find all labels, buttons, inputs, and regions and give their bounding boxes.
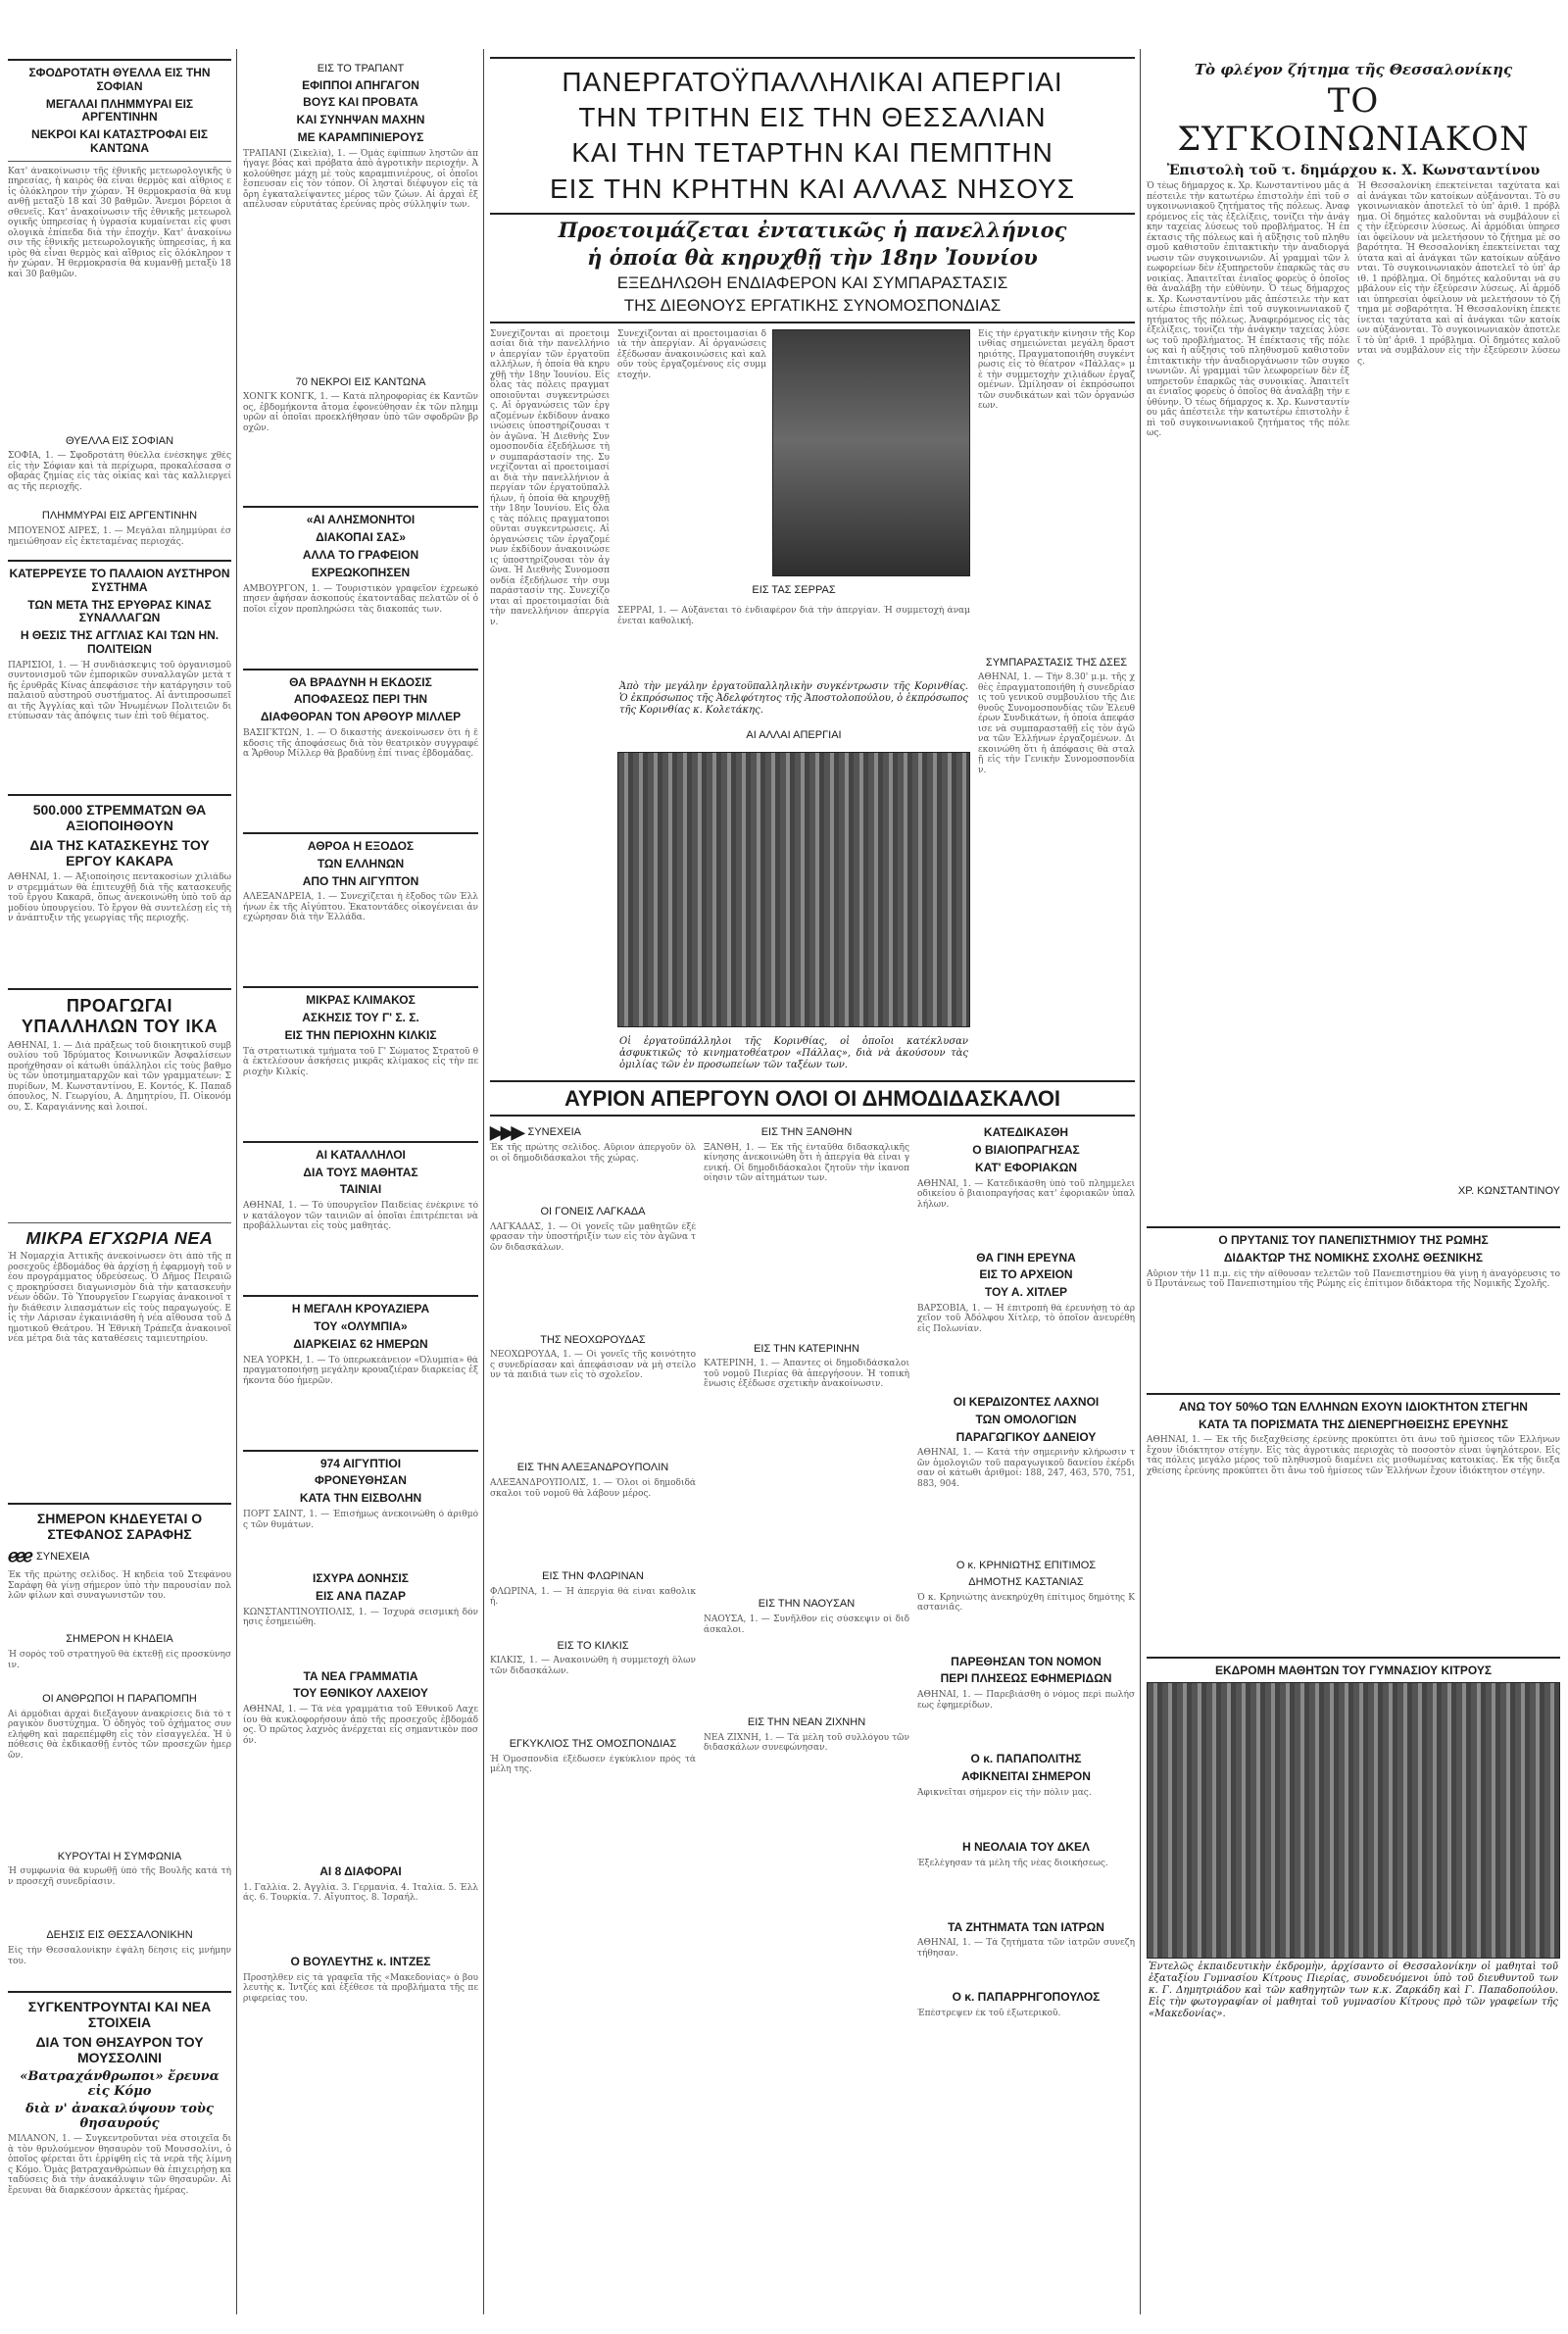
headline-lottery-bonds-3: ΠΑΡΑΓΩΓΙΚΟΥ ΔΑΝΕΙΟΥ: [956, 1429, 1097, 1444]
subhead-argentina: ΠΛΗΜΜΥΡΑΙ ΕΙΣ ΑΡΓΕΝΤΙΝΗΝ: [41, 510, 198, 522]
subhead-serres: ΕΙΣ ΤΑΣ ΣΕΡΡΑΣ: [752, 583, 836, 596]
article-body: Τὰ στρατιωτικὰ τμήματα τοῦ Γ' Σώματος Στρατοῦ θὰ ἐκτελέσουν ἀσκήσεις μικρᾶς κλίμακος εἰς τὴν περιοχὴν Κιλκίς.: [243, 1046, 478, 1077]
headline-doctors: ΤΑ ΖΗΤΗΜΑΤΑ ΤΩΝ ΙΑΤΡΩΝ: [948, 1919, 1104, 1934]
divider: [243, 1295, 478, 1297]
headline-egypt-exodus-2: ΤΩΝ ΕΛΛΗΝΩΝ: [317, 856, 405, 870]
article-body: ΑΘΗΝΑΙ, 1. — Τὰ ζητήματα τῶν ἰατρῶν συνεζητήθησαν.: [917, 1938, 1135, 1959]
headline-egyptians: 974 ΑΙΓΥΠΤΙΟΙ: [319, 1456, 402, 1470]
headline-ika: ΠΡΟΑΓΩΓΑΙ ΥΠΑΛΛΗΛΩΝ ΤΟΥ ΙΚΑ: [21, 996, 219, 1036]
lead-headline-2: ΤΗΝ ΤΡΙΤΗΝ ΕΙΣ ΤΗΝ ΘΕΣΣΑΛΙΑΝ: [578, 102, 1047, 133]
article-body: 1. Γαλλία. 2. Ἀγγλία. 3. Γερμανία. 4. Ἰταλία. 5. Ἑλλάς. 6. Τουρκία. 7. Αἴγυπτος. 8. Ἰσραήλ.: [243, 1882, 478, 1904]
headline-sarafis: ΣΗΜΕΡΟΝ ΚΗΔΕΥΕΤΑΙ Ο ΣΤΕΦΑΝΟΣ ΣΑΡΑΦΗΣ: [36, 1511, 203, 1543]
headline-hitler-2: ΕΙΣ ΤΟ ΑΡΧΕΙΟΝ: [979, 1267, 1073, 1282]
headline-china-trade-3: Η ΘΕΣΙΣ ΤΗΣ ΑΓΓΛΙΑΣ ΚΑΙ ΤΩΝ ΗΝ. ΠΟΛΙΤΕΙΩΝ: [20, 628, 220, 657]
divider: [243, 832, 478, 834]
divider: [1147, 1226, 1560, 1228]
article-body: Εἰς τὴν Θεσσαλονίκην ἐψάλη δέησις εἰς μνήμην του.: [8, 1946, 231, 1966]
subhead-kifisia: ΣΗΜΕΡΟΝ Η ΚΗΔΕΙΑ: [66, 1633, 173, 1646]
strike-sub-katerini: ΕΙΣ ΤΗΝ ΚΑΤΕΡΙΝΗΝ: [754, 1342, 859, 1355]
article-body: ΝΕΑ ΥΟΡΚΗ, 1. — Τὸ ὑπερωκεάνειον «Ὀλυμπία» θὰ πραγματοποιήσῃ μεγάλην κρουαζιέραν διαρκείας ἑξήκοντα δύο ἡμερῶν.: [243, 1355, 478, 1386]
headline-hitler: ΘΑ ΓΙΝΗ ΕΡΕΥΝΑ: [976, 1250, 1076, 1265]
headline-films-2: ΔΙΑ ΤΟΥΣ ΜΑΘΗΤΑΣ: [303, 1165, 418, 1179]
headline-china-trade: ΚΑΤΕΡΡΕΥΣΕ ΤΟ ΠΑΛΑΙΟΝ ΑΥΣΤΗΡΟΝ ΣΥΣΤΗΜΑ: [9, 567, 230, 594]
headline-press-law-2: ΠΕΡΙ ΠΛΗΣΕΩΣ ΕΦΗΜΕΡΙΔΩΝ: [940, 1671, 1112, 1686]
article-body: Κατ' ἀνακοίνωσιν τῆς ἐθνικῆς μετεωρολογικῆς ὑπηρεσίας, ἡ καιρὸς θὰ εἶναι θερμὸς καὶ αἴθριος εἰς ὁλόκληρον τὴν χώραν. Ἡ θερμοκρασία θὰ κυμανθῇ μεταξὺ 18 καὶ 30 βαθμῶν. Ἄνεμοι βόρειοι ἀσθενεῖς. Κατ' ἀνακοίνωσιν τῆς ἐθνικῆς μετεωρολογικῆς ὑπηρεσίας ἡ ὑγρασία κυμαίνεται εἰς φυσιολογικὰ ἐπίπεδα διὰ τὴν ἐποχήν. Κατ' ἀνακοίνωσιν τῆς ἐθνικῆς μετεωρολογικῆς ὑπηρεσίας, ἡ καιρὸς θὰ εἶναι θερμὸς καὶ αἴθριος εἰς ὁλόκληρον τὴν χώραν. Ἡ θερμοκρασία θὰ κυμανθῇ μεταξὺ 18 καὶ 30 βαθμῶν.: [8, 166, 231, 279]
headline-olympia: Η ΜΕΓΑΛΗ ΚΡΟΥΑΖΙΕΡΑ: [291, 1302, 430, 1316]
divider: [8, 161, 231, 162]
article-body: ΠΟΡΤ ΣΑΪΝΤ, 1. — Ἐπισήμως ἀνεκοινώθη ὁ ἀριθμὸς τῶν θυμάτων.: [243, 1510, 478, 1530]
headline-kriniotis-2: ΔΗΜΟΤΗΣ ΚΑΣΤΑΝΙΑΣ: [968, 1575, 1084, 1588]
headline-sofia: ΣΦΟΔΡΟΤΑΤΗ ΘΥΕΛΛΑ ΕΙΣ ΤΗΝ ΣΟΦΙΑΝ: [28, 66, 211, 93]
divider: [243, 669, 478, 670]
article-body: Ἐκ τῆς πρώτης σελίδος. Ἡ κηδεία τοῦ Στεφάνου Σαράφη θὰ γίνῃ σήμερον ὑπὸ τὴν παρουσίαν πολλῶν φίλων καὶ συναγωνιστῶν του.: [8, 1570, 231, 1602]
divider: [8, 560, 231, 562]
headline-housing: ΑΝΩ ΤΟΥ 50%Ο ΤΩΝ ΕΛΛΗΝΩΝ ΕΧΟΥΝ ΙΔΙΟΚΤΗΤΟΝ ΣΤΕΓΗΝ: [1179, 1399, 1528, 1414]
strike-continuation: ΣΥΝΕΧΕΙΑ: [527, 1126, 582, 1139]
strike-sub-lagkadas: ΟΙ ΓΟΝΕΙΣ ΛΑΓΚΑΔΑ: [540, 1206, 646, 1218]
article-body: Ἡ σορὸς τοῦ στρατηγοῦ θὰ ἐκτεθῇ εἰς προσκύνησιν.: [8, 1650, 231, 1670]
article-body: Ἡ Ὁμοσπονδία ἐξέδωσεν ἐγκύκλιον πρὸς τὰ μέλη της.: [490, 1754, 696, 1775]
article-body: Ἡ συμφωνία θὰ κυρωθῇ ὑπὸ τῆς Βουλῆς κατὰ τὴν προσεχῆ συνεδρίασιν.: [8, 1866, 231, 1887]
headline-papapolitis: Ο κ. ΠΑΠΑΠΟΛΙΤΗΣ: [970, 1752, 1082, 1766]
headline-trapani-3: ΚΑΙ ΣΥΝΗΨΑΝ ΜΑΧΗΝ: [296, 113, 425, 127]
continuation-label: ΣΥΝΕΧΕΙΑ: [35, 1550, 90, 1563]
headline-kriniotis: Ο κ. ΚΡΗΝΙΩΤΗΣ ΕΠΙΤΙΜΟΣ: [956, 1560, 1097, 1572]
lead-media: [617, 329, 970, 1074]
headline-lottery-2: ΤΟΥ ΕΘΝΙΚΟΥ ΛΑΧΕΙΟΥ: [293, 1686, 428, 1701]
article-body: ΛΑΓΚΑΔΑΣ, 1. — Οἱ γονεῖς τῶν μαθητῶν ἐξέφρασαν τὴν ὑποστήριξίν των εἰς τὸν ἀγῶνα τῶν διδασκάλων.: [490, 1221, 696, 1253]
photo-crowd-caption: Οἱ ἐργατοϋπάλληλοι τῆς Κορινθίας, οἱ ὁποῖοι κατέκλυσαν ἀσφυκτικῶς τὸ κινηματοθέατρον «Πάλλας», διὰ νὰ ἀκούσουν τὰς ὁμιλίας τῶν ἐν προσωπείων τῶν ταξέων των.: [619, 1035, 968, 1070]
signature: ΧΡ. ΚΩΝΣΤΑΝΤΙΝΟΥ: [1457, 1185, 1560, 1198]
headline-earthquake: ΙΣΧΥΡΑ ΔΟΝΗΣΙΣ: [313, 1571, 409, 1585]
headline-trapani-2: ΒΟΥΣ ΚΑΙ ΠΡΟΒΑΤΑ: [303, 95, 418, 110]
headline-miller-3: ΔΙΑΦΘΟΡΑΝ ΤΟΝ ΑΡΘΟΥΡ ΜΙΛΛΕΡ: [260, 710, 462, 724]
article-body: ΝΕΑ ΖΙΧΝΗ, 1. — Τὰ μέλη τοῦ συλλόγου τῶν διδασκάλων συνεφώνησαν.: [704, 1732, 909, 1754]
column-rule: [483, 49, 484, 2314]
headline-egyptians-2: ΦΡΟΝΕΥΘΗΣΑΝ: [315, 1473, 407, 1488]
right-subline: Ἐπιστολὴ τοῦ τ. δημάρχου κ. Χ. Κωνσταντίνου: [1166, 163, 1541, 179]
headline-china-trade-2: ΤΩΝ ΜΕΤΑ ΤΗΣ ΕΡΥΘΡΑΣ ΚΙΝΑΣ ΣΥΝΑΛΛΑΓΩΝ: [27, 597, 212, 625]
headline-convicted-2: Ο ΒΙΑΙΟΠΡΑΓΗΣΑΣ: [972, 1142, 1080, 1157]
strike-col-3: [917, 1122, 1135, 2038]
article-body: ΧΟΝΓΚ ΚΟΝΓΚ, 1. — Κατὰ πληροφορίας ἐκ Καντῶνος, ἑβδομήκοντα ἄτομα ἐφονεύθησαν ἐκ τῶν πλημμυρῶν αἱ ὁποῖαι προεκλήθησαν ὑπὸ τῶν σφοδρῶν βροχῶν.: [243, 392, 478, 433]
divider: [490, 322, 1135, 323]
headline-rector: Ο ΠΡΥΤΑΝΙΣ ΤΟΥ ΠΑΝΕΠΙΣΤΗΜΙΟΥ ΤΗΣ ΡΩΜΗΣ: [1218, 1233, 1489, 1248]
article-body: Συνεχίζονται αἱ προετοιμασίαι διὰ τὴν ἀπεργίαν. Αἱ ὀργανώσεις ἐξέδωσαν ἀνακοινώσεις καὶ καλοῦν τοὺς ἐργαζομένους εἰς συμμετοχήν.: [617, 328, 766, 380]
headline-holidays: «ΑΙ ΑΛΗΣΜΟΝΗΤΟΙ: [306, 513, 416, 527]
headline-holidays-4: ΕΧΡΕΩΚΟΠΗΣΕΝ: [311, 565, 411, 579]
strike-sub-federation: ΕΓΚΥΚΛΙΟΣ ΤΗΣ ΟΜΟΣΠΟΝΔΙΑΣ: [509, 1738, 677, 1751]
subhead-kanton: 70 ΝΕΚΡΟΙ ΕΙΣ ΚΑΝΤΩΝΑ: [295, 375, 426, 388]
article-body: ΣΟΦΙΑ, 1. — Σφοδροτάτη θύελλα ἐνέσκηψε χθὲς εἰς τὴν Σόφιαν καὶ τὰ περίχωρα, προκαλέσασα σοβαρὰς ζημίας εἰς τὰς οἰκίας καὶ τὰς καλλιεργείας τῆς περιοχῆς.: [8, 451, 231, 492]
article-body: ΑΘΗΝΑΙ, 1. — Παρεβιάσθη ὁ νόμος περὶ πωλήσεως ἐφημερίδων.: [917, 1690, 1135, 1711]
headline-excursion: ΕΚΔΡΟΜΗ ΜΑΘΗΤΩΝ ΤΟΥ ΓΥΜΝΑΣΙΟΥ ΚΙΤΡΟΥΣ: [1214, 1664, 1493, 1678]
strike-sub-kilkis: ΕΙΣ ΤΟ ΚΙΛΚΙΣ: [557, 1639, 629, 1652]
divider: [8, 988, 231, 990]
lead-deck: ΕΞΕΔΗΛΩΘΗ ΕΝΔΙΑΦΕΡΟΝ ΚΑΙ ΣΥΜΠΑΡΑΣΤΑΣΙΣ: [616, 273, 1008, 292]
subline-mussolini-2: διὰ ν' ἀνακαλύψουν τοὺς θησαυρούς: [25, 2102, 214, 2132]
headline-local-news: ΜΙΚΡΑ ΕΓΧΩΡΙΑ ΝΕΑ: [25, 1227, 214, 1248]
article-body: ΒΑΡΣΟΒΙΑ, 1. — Ἡ ἐπιτροπὴ θὰ ἐρευνήσῃ τὸ ἀρχεῖον τοῦ Ἀδόλφου Χίτλερ, τὸ ὁποῖον ἀνευρέθη εἰς Πολωνίαν.: [917, 1303, 1135, 1334]
subline-mussolini: «Βατραχάνθρωποι» ἔρευνα εἰς Κόμο: [20, 2069, 220, 2100]
headline-exercise-2: ΑΣΚΗΣΙΣ ΤΟΥ Γ' Σ. Σ.: [302, 1011, 419, 1025]
column-second: [243, 0, 478, 2334]
headline-intzes: Ο ΒΟΥΛΕΥΤΗΣ κ. ΙΝΤΖΕΣ: [290, 1954, 431, 1968]
article-body: Ἐπέστρεψεν ἐκ τοῦ ἐξωτερικοῦ.: [917, 2009, 1061, 2019]
headline-lottery-bonds: ΟΙ ΚΕΡΔΙΖΟΝΤΕΣ ΛΑΧΝΟΙ: [953, 1394, 1100, 1409]
headline-kanton: ΝΕΚΡΟΙ ΚΑΙ ΚΑΤΑΣΤΡΟΦΑΙ ΕΙΣ ΚΑΝΤΩΝΑ: [30, 127, 209, 155]
column-center: [490, 0, 1135, 2334]
strike-area: [490, 1122, 1135, 2038]
headline-lottery-bonds-2: ΤΩΝ ΟΜΟΛΟΓΙΩΝ: [975, 1412, 1077, 1426]
headline-egypt-exodus: ΑΘΡΟΑ Η ΕΞΟΔΟΣ: [307, 839, 415, 854]
strike-headline-box: [490, 1080, 1135, 1117]
article-body: Αὔριον τὴν 11 π.μ. εἰς τὴν αἴθουσαν τελετῶν τοῦ Πανεπιστημίου θὰ γίνῃ ἡ ἀναγόρευσις τοῦ Πρυτάνεως τοῦ Πανεπιστημίου τῆς Ρώμης εἰς ἐπίτιμον διδάκτορα τῆς Νομικῆς Σχολῆς.: [1147, 1268, 1560, 1290]
strike-headline: ΑΥΡΙΟΝ ΑΠΕΡΓΟΥΝ ΟΛΟΙ ΟΙ ΔΗΜΟΔΙΔΑΣΚΑΛΟΙ: [564, 1085, 1061, 1111]
article-body: ΠΑΡΙΣΙΟΙ, 1. — Ἡ συνδιάσκεψις τοῦ ὀργανισμοῦ συντονισμοῦ τῶν ἐμπορικῶν συναλλαγῶν μετὰ τῆς ἐρυθρᾶς Κίνας ἀπεφάσισε τὴν κατάργησιν τοῦ παλαιοῦ αὐστηροῦ συστήματος. Αἱ ἀντιπροσωπεῖαι τῆς Ἀγγλίας καὶ τῶν Ἡνωμένων Πολιτειῶν διετύπωσαν τὰς ἀπόψεις των ἐπὶ τοῦ θέματος.: [8, 660, 231, 722]
headline-mussolini: ΣΥΓΚΕΝΤΡΟΥΝΤΑΙ ΚΑΙ ΝΕΑ ΣΤΟΙΧΕΙΑ: [27, 1999, 212, 2031]
article-body: ΑΘΗΝΑΙ, 1. — Ἐκ τῆς διεξαχθείσης ἐρεύνης προκύπτει ὅτι ἄνω τοῦ ἡμίσεος τῶν Ἑλλήνων ἔχουν ἰδιόκτητον στέγην. Εἰς τὰς ἀγροτικὰς περιοχὰς τὸ ποσοστὸν εἶναι ὑψηλότερον. Εἰς τὰς πόλεις μεγάλο μέρος τοῦ πληθυσμοῦ διαμένει εἰς μισθωμένας κατοικίας. Ἐκ τῆς διεξαχθείσης ἐρεύνης προκύπτει ὅτι ἄνω τοῦ ἡμίσεος τῶν Ἑλλήνων ἔχουν ἰδιόκτητον στέγην.: [1147, 1435, 1560, 1476]
article-body: ΦΛΩΡΙΝΑ, 1. — Ἡ ἀπεργία θὰ εἶναι καθολική.: [490, 1586, 696, 1608]
headline-convicted: ΚΑΤΕΔΙΚΑΣΘΗ: [983, 1125, 1069, 1140]
article-body: ΑΘΗΝΑΙ, 1. — Τὸ ὑπουργεῖον Παιδείας ἐνέκρινε τὸν κατάλογον τῶν ταινιῶν αἱ ὁποῖαι ἐπιτρέπεται νὰ προβάλλωνται εἰς τοὺς μαθητάς.: [243, 1201, 478, 1232]
headline-paparrigopoulos: Ο κ. ΠΑΠΑΡΡΗΓΟΠΟΥΛΟΣ: [952, 1990, 1101, 2005]
divider: [8, 1222, 231, 1223]
article-body: Ὁ κ. Κρηνιώτης ἀνεκηρύχθη ἐπίτιμος δημότης Καστανιᾶς.: [917, 1592, 1135, 1614]
headline-kakaras-2: ΔΙΑ ΤΗΣ ΚΑΤΑΣΚΕΥΗΣ ΤΟΥ ΕΡΓΟΥ ΚΑΚΑΡΑ: [29, 837, 210, 869]
divider: [8, 1503, 231, 1505]
article-body: ΝΑΟΥΣΑ, 1. — Συνῆλθον εἰς σύσκεψιν οἱ διδάσκαλοι.: [704, 1614, 909, 1635]
photo-speaker: [772, 329, 970, 576]
lead-headline: ΠΑΝΕΡΓΑΤΟΫΠΑΛΛΗΛΙΚΑΙ ΑΠΕΡΓΙΑΙ: [562, 67, 1063, 97]
article-body: Αἱ ἀρμόδιαι ἀρχαὶ διεξάγουν ἀνακρίσεις διὰ τὸ τραγικὸν δυστύχημα. Ὁ ὁδηγὸς τοῦ ὀχήματος συνελήφθη καὶ παρεπέμφθη εἰς τὸν εἰσαγγελέα. Ἡ ὑπόθεσις θὰ ἐκδικασθῇ ἐντὸς τῶν προσεχῶν ἡμερῶν.: [8, 1709, 231, 1761]
subhead-parapompi: ΟΙ ΑΝΘΡΩΠΟΙ Η ΠΑΡΑΠΟΜΠΗ: [42, 1693, 197, 1706]
strike-col-2: [704, 1122, 909, 2038]
strike-sub-nea-zichni: ΕΙΣ ΤΗΝ ΝΕΑΝ ΖΙΧΝΗΝ: [747, 1716, 866, 1729]
headline-rector-2: ΔΙΔΑΚΤΩΡ ΤΗΣ ΝΟΜΙΚΗΣ ΣΧΟΛΗΣ ΘΕΣΝΙΚΗΣ: [1223, 1250, 1484, 1265]
headline-argentina: ΜΕΓΑΛΑΙ ΠΛΗΜΜΥΡΑΙ ΕΙΣ ΑΡΓΕΝΤΙΝΗΝ: [45, 96, 194, 124]
article-body: ΑΘΗΝΑΙ, 1. — Κατὰ τὴν σημερινὴν κλήρωσιν τῶν ὁμολογιῶν τοῦ παραγωγικοῦ δανείου ἐκέρδισαν οἱ κάτωθι ἀριθμοί: 188, 247, 463, 570, 751, 883, 904.: [917, 1448, 1135, 1489]
lead-headline-3: ΚΑΙ ΤΗΝ ΤΕΤΑΡΤΗΝ ΚΑΙ ΠΕΜΠΤΗΝ: [571, 137, 1054, 169]
headline-hitler-3: ΤΟΥ Α. ΧΙΤΛΕΡ: [984, 1285, 1068, 1300]
divider: [243, 986, 478, 988]
article-body: ΣΕΡΡΑΙ, 1. — Αὐξάνεται τὸ ἐνδιαφέρον διὰ τὴν ἀπεργίαν. Ἡ συμμετοχὴ ἀναμένεται καθολική.: [617, 606, 970, 626]
subhead-kyrouttai: ΚΥΡΟΥΤΑΙ Η ΣΥΜΦΩΝΙΑ: [57, 1850, 182, 1862]
article-body: ΜΠΟΥΕΝΟΣ ΑΙΡΕΣ, 1. — Μεγάλαι πλημμύραι ἐσημειώθησαν εἰς ἐκτεταμένας περιοχάς.: [8, 526, 231, 547]
headline-trapani-4: ΜΕ ΚΑΡΑΜΠΙΝΙΕΡΟΥΣ: [297, 130, 424, 145]
lead-headline-box: [490, 57, 1135, 215]
continuation-arrows-icon: ▶▶▶: [490, 1122, 522, 1143]
strike-col-1: [490, 1122, 696, 2038]
article-body: ΜΙΛΑΝΟΝ, 1. — Συγκεντροῦνται νέα στοιχεῖα διὰ τὸν θρυλούμενον θησαυρὸν τοῦ Μουσσολίνι, ὁ ὁποῖος φέρεται ὅτι ἐρρίφθη εἰς τὰ νερὰ τῆς λίμνης Κόμο. Ὁμὰς βατραχανθρώπων θὰ ἐπιχειρήσῃ καταδύσεις διὰ τὴν ἀνακάλυψιν τῶν θησαυρῶν. Αἱ ἔρευναι θὰ διαρκέσουν ἀρκετὰς ἡμέρας.: [8, 2134, 231, 2196]
subhead-thessaloniki: ΔΕΗΣΙΣ ΕΙΣ ΘΕΣΣΑΛΟΝΙΚΗΝ: [46, 1929, 193, 1942]
headline-trapani-kicker: ΕΙΣ ΤΟ ΤΡΑΠΑΝΤ: [317, 63, 405, 74]
column-rule: [236, 49, 237, 2314]
article-body: Εἰς τὴν ἐργατικὴν κίνησιν τῆς Κορινθίας σημειώνεται μεγάλη δραστηριότης. Πραγματοποιήθη συγκέντρωσις εἰς τὸ θέατρον «Πάλλας» μὲ τὴν συμμετοχὴν χιλιάδων ἐργαζομένων. Ὡμίλησαν οἱ ἐκπρόσωποι τῶν συνδικάτων καὶ τῶν ὀργανώσεων.: [978, 328, 1135, 412]
headline-egypt-exodus-3: ΑΠΟ ΤΗΝ ΑΙΓΥΠΤΟΝ: [302, 873, 419, 888]
subhead-sofia: ΘΥΕΛΛΑ ΕΙΣ ΣΟΦΙΑΝ: [65, 434, 174, 447]
headline-olympia-3: ΔΙΑΡΚΕΙΑΣ 62 ΗΜΕΡΩΝ: [293, 1336, 428, 1351]
photo-students-caption: Ἐντελῶς ἐκπαιδευτικὴν ἐκδρομὴν, ἀρχίσαντο οἱ Θεσσαλονίκην οἱ μαθηταὶ τοῦ ἐξαταξίου Γυμνασίου Κίτρους Πιερίας, συνοδευόμενοι ὑπὸ τοῦ διευθυντοῦ των κ. Γ. Δημητριάδου καὶ τῶν καθηγητῶν των κ.κ. Ζαρκάδη καὶ Γ. Παπαδοπούλου. Εἰς τὴν φωτογραφίαν οἱ μαθηταὶ τοῦ γυμνασίου Κίτρους πρὸ τῶν γραφείων τῆς «Μακεδονίας».: [1149, 1962, 1558, 2020]
article-body: ΑΘΗΝΑΙ, 1. — Κατεδικάσθη ὑπὸ τοῦ πλημμελειοδικείου ὁ βιαιοπραγήσας κατ' ἐφοριακῶν ὑπαλλήλων.: [917, 1178, 1135, 1210]
strike-sub-florina: ΕΙΣ ΤΗΝ ΦΛΩΡΙΝΑΝ: [542, 1570, 644, 1583]
article-body: ΑΘΗΝΑΙ, 1. — Διὰ πράξεως τοῦ διοικητικοῦ συμβουλίου τοῦ Ἱδρύματος Κοινωνικῶν Ἀσφαλίσεων προήχθησαν οἱ κάτωθι ὑπάλληλοι εἰς τοὺς βαθμοὺς τῶν ὑποτμηματαρχῶν καὶ τῶν γραμματέων: Σπυρίδων, Μ. Κωνσταντίνου, Ε. Κοντός, Κ. Παπαδόπουλος, Ν. Γεωργίου, Α. Δημητρίου, Π. Οἰκονόμου, Σ. Καραγιάννης καὶ λοιποί.: [8, 1040, 231, 1113]
column-right: [1147, 0, 1560, 2334]
photo-speaker-caption: Ἀπὸ τὴν μεγάλην ἐργατοϋπαλληλικὴν συγκέντρωσιν τῆς Κορινθίας. Ὁ ἐκπρόσωπος τῆς Ἀδελφότητος τῆς Ἀποστολοπούλου, ὁ ἐκπρόσωπος τῆς Κορινθίας κ. Κολετάκης.: [619, 680, 968, 716]
article-body: ΚΙΛΚΙΣ, 1. — Ἀνακοινώθη ἡ συμμετοχὴ ὅλων τῶν διδασκάλων.: [490, 1656, 696, 1676]
divider: [243, 1141, 478, 1143]
lead-subhead: Προετοιμάζεται ἐντατικῶς ἡ πανελλήνιος: [558, 217, 1067, 242]
article-body: Ὁ τέως δήμαρχος κ. Χρ. Κωνσταντίνου μᾶς ἀπέστειλε τὴν κατωτέρω ἐπιστολὴν ἐπὶ τοῦ συγκοινωνιακοῦ ζητήματος τῆς πόλεως. Ἀναφερόμενος εἰς τὰς ἐξελίξεις, τονίζει τὴν ἀνάγκην ταχείας λύσεως τοῦ προβλήματος. Ἡ ἐπέκτασις τῆς πόλεως καὶ ἡ αὔξησις τοῦ πληθυσμοῦ καθιστοῦν ἐπιτακτικὴν τὴν ἀναδιοργάνωσιν τῶν συγκοινωνιῶν. Αἱ γραμμαὶ τῶν λεωφορείων δὲν ἐξυπηρετοῦν ἐπαρκῶς τὰς συνοικίας. Ἀπαιτεῖται ἑνιαῖος φορεὺς ὁ ὁποῖος θὰ ἀναλάβῃ τὴν εὐθύνην. Ὁ τέως δήμαρχος κ. Χρ. Κωνσταντίνου μᾶς ἀπέστειλε τὴν κατωτέρω ἐπιστολὴν ἐπὶ τοῦ συγκοινωνιακοῦ ζητήματος τῆς πόλεως. Ἀναφερόμενος εἰς τὰς ἐξελίξεις, τονίζει τὴν ἀνάγκην ταχείας λύσεως τοῦ προβλήματος. Ἡ ἐπέκτασις τῆς πόλεως καὶ ἡ αὔξησις τοῦ πληθυσμοῦ καθιστοῦν ἐπιτακτικὴν τὴν ἀναδιοργάνωσιν τῶν συγκοινωνιῶν. Αἱ γραμμαὶ τῶν λεωφορείων δὲν ἐξυπηρετοῦν ἐπαρκῶς τὰς συνοικίας. Ἀπαιτεῖται ἑνιαῖος φορεὺς ὁ ὁποῖος θὰ ἀναλάβῃ τὴν εὐθύνην. Ὁ τέως δήμαρχος κ. Χρ. Κωνσταντίνου μᾶς ἀπέστειλε τὴν κατωτέρω ἐπιστολὴν ἐπὶ τοῦ συγκοινωνιακοῦ ζητήματος τῆς πόλεως.: [1147, 181, 1349, 439]
article-body: ΑΘΗΝΑΙ, 1. — Τὴν 8.30' μ.μ. τῆς χθὲς ἐπραγματοποιήθη ἡ συνεδρίασις τοῦ γενικοῦ συμβουλίου τῆς Διεθνοῦς Συνομοσπονδίας τῶν Ἐλευθέρων Συνδικάτων, ἡ ὁποία ἀπεφάσισε νὰ συμπαρασταθῇ εἰς τὸν ἀγῶνα τῶν Ἑλλήνων ἐργαζομένων. Διεκοινώθη ὅτι ἡ ἀπόφασις θὰ σταλῇ εἰς τὴν Γενικὴν Συνομοσπονδίαν.: [978, 672, 1135, 775]
divider: [1147, 1393, 1560, 1395]
article-body: Ἐκ τῆς πρώτης σελίδος. Αὔριον ἀπεργοῦν ὅλοι οἱ δημοδιδάσκαλοι τῆς χώρας.: [490, 1143, 696, 1164]
headline-exercise-3: ΕΙΣ ΤΗΝ ΠΕΡΙΟΧΗΝ ΚΙΛΚΙΣ: [284, 1028, 437, 1043]
headline-egyptians-3: ΚΑΤΑ ΤΗΝ ΕΙΣΒΟΛΗΝ: [299, 1491, 422, 1506]
continuation-icon: ℯℯℯ: [8, 1546, 30, 1566]
headline-youth: Η ΝΕΟΛΑΙΑ ΤΟΥ ΔΚΕΛ: [962, 1839, 1090, 1854]
article-body: ΑΛΕΞΑΝΔΡΟΥΠΟΛΙΣ, 1. — Ὅλοι οἱ δημοδιδάσκαλοι τοῦ νομοῦ θὰ λάβουν μέρος.: [490, 1478, 696, 1499]
article-body: Προσηλθεν εἰς τὰ γραφεῖα τῆς «Μακεδονίας» ὁ βουλευτὴς κ. Ἰντζές καὶ ἐξέθεσε τὰ προβλήματα τῆς περιφερείας του.: [243, 1972, 478, 2004]
lead-story-area: [490, 329, 1135, 1074]
article-body: Ἡ Θεσσαλονίκη ἐπεκτείνεται ταχύτατα καὶ αἱ ἀνάγκαι τῶν κατοίκων αὐξάνονται. Τὸ συγκοινωνιακὸν ἀποτελεῖ τὸ ὑπ' ἀριθ. 1 πρόβλημα. Οἱ δημότες καλοῦνται νὰ συμβάλουν εἰς τὴν ἐξεύρεσιν λύσεως. Αἱ ἁρμόδιαι ὑπηρεσίαι ὀφείλουν νὰ μελετήσουν τὸ ζήτημα μὲ σοβαρότητα. Ἡ Θεσσαλονίκη ἐπεκτείνεται ταχύτατα καὶ αἱ ἀνάγκαι τῶν κατοίκων αὐξάνονται. Τὸ συγκοινωνιακὸν ἀποτελεῖ τὸ ὑπ' ἀριθ. 1 πρόβλημα. Οἱ δημότες καλοῦνται νὰ συμβάλουν εἰς τὴν ἐξεύρεσιν λύσεως. Αἱ ἁρμόδιαι ὑπηρεσίαι ὀφείλουν νὰ μελετήσουν τὸ ζήτημα μὲ σοβαρότητα. Ἡ Θεσσαλονίκη ἐπεκτείνεται ταχύτατα καὶ αἱ ἀνάγκαι τῶν κατοίκων αὐξάνονται. Τὸ συγκοινωνιακὸν ἀποτελεῖ τὸ ὑπ' ἀριθ. 1 πρόβλημα. Οἱ δημότες καλοῦνται νὰ συμβάλουν εἰς τὴν ἐξεύρεσιν λύσεως.: [1357, 181, 1560, 367]
strike-sub-xanthi: ΕΙΣ ΤΗΝ ΞΑΝΘΗΝ: [760, 1126, 853, 1139]
strike-sub-neochorouda: ΤΗΣ ΝΕΟΧΩΡΟΥΔΑΣ: [540, 1333, 646, 1346]
divider: [8, 59, 231, 61]
article-body: ΞΑΝΘΗ, 1. — Ἐκ τῆς ἐνταῦθα διδασκαλικῆς κίνησης ἀνεκοινώθη ὅτι ἡ ἀπεργία θὰ εἶναι γενική. Οἱ δημοδιδάσκαλοι ζητοῦν τὴν ἱκανοποίησιν τῶν αἰτημάτων των.: [704, 1142, 909, 1184]
right-kicker: Τὸ φλέγον ζήτημα τῆς Θεσσαλονίκης: [1194, 61, 1513, 78]
headline-papapolitis-2: ΑΦΙΚΝΕΙΤΑΙ ΣΗΜΕΡΟΝ: [961, 1768, 1091, 1783]
headline-miller-2: ΑΠΟΦΑΣΕΩΣ ΠΕΡΙ ΤΗΝ: [293, 692, 428, 707]
article-body: ΑΜΒΟΥΡΓΟΝ, 1. — Τουριστικὸν γραφεῖον ἐχρεωκόπησεν ἀφήσαν ἀσκοπούς ἑκατοντάδας πελατῶν οἱ ὁποῖοι εἶχον προπληρώσει τὰς διακοπάς των.: [243, 583, 478, 615]
article-body: ΒΑΣΙΓΚΤΩΝ, 1. — Ὁ δικαστὴς ἀνεκοίνωσεν ὅτι ἡ ἔκδοσις τῆς ἀποφάσεως διὰ τὸν θεατρικὸν συγγραφέα Ἄρθουρ Μίλλερ θὰ βραδύνῃ ἐπί τινας ἑβδομάδας.: [243, 728, 478, 760]
photo-crowd: [617, 752, 970, 1027]
article-body: ΑΘΗΝΑΙ, 1. — Ἀξιοποίησις πεντακοσίων χιλιάδων στρεμμάτων θὰ ἐπιτευχθῇ διὰ τῆς κατασκευῆς τοῦ ἔργου Κακαρᾶ, ὅπως ἀνεκοινώθη ὑπὸ τοῦ ἁρμοδίου ὑπουργείου. Τὸ ἔργον θὰ συντελέσῃ εἰς τὴν ἀνάπτυξιν τῆς γεωργίας τῆς περιοχῆς.: [8, 872, 231, 924]
headline-earthquake-2: ΕΙΣ ΑΝΑ ΠΑΖΑΡ: [315, 1588, 407, 1603]
column-left: [8, 0, 231, 2334]
headline-lottery: ΤΑ ΝΕΑ ΓΡΑΜΜΑΤΙΑ: [303, 1668, 418, 1683]
column-rule: [1140, 49, 1141, 2314]
lead-headline-4: ΕΙΣ ΤΗΝ ΚΡΗΤΗΝ ΚΑΙ ΑΛΛΑΣ ΝΗΣΟΥΣ: [549, 173, 1076, 204]
article-body: ΝΕΟΧΩΡΟΥΔΑ, 1. — Οἱ γονεῖς τῆς κοινότητος συνεδρίασαν καὶ ἀπεφάσισαν νὰ μὴ στείλουν τὰ παιδιά των εἰς τὸ σχολεῖον.: [490, 1350, 696, 1381]
article-body: ΚΑΤΕΡΙΝΗ, 1. — Ἀπαντες οἱ δημοδιδάσκαλοι τοῦ νομοῦ Πιερίας θὰ ἀπεργήσουν. Ἡ τοπικὴ ἕνωσις ἐξέδωσε σχετικὴν ἀνακοίνωσιν.: [704, 1359, 909, 1390]
headline-exercise: ΜΙΚΡΑΣ ΚΛΙΜΑΚΟΣ: [306, 993, 416, 1008]
article-body: ΑΛΕΞΑΝΔΡΕΙΑ, 1. — Συνεχίζεται ἡ ἔξοδος τῶν Ἑλλήνων ἐκ τῆς Αἰγύπτου. Ἑκατοντάδες οἰκογένειαι ἀνεχώρησαν διὰ τὴν Ἑλλάδα.: [243, 892, 478, 923]
divider: [8, 794, 231, 796]
divider: [243, 506, 478, 508]
headline-press-law: ΠΑΡΕΘΗΣΑΝ ΤΟΝ ΝΟΜΟΝ: [951, 1654, 1102, 1668]
divider: [1147, 1657, 1560, 1659]
headline-mussolini-2: ΔΙΑ ΤΟΝ ΘΗΣΑΥΡΟΝ ΤΟΥ ΜΟΥΣΣΟΛΙΝΙ: [35, 2034, 204, 2066]
strike-sub-alexandroupoli: ΕΙΣ ΤΗΝ ΑΛΕΞΑΝΔΡΟΥΠΟΛΙΝ: [516, 1462, 669, 1474]
article-body: ΤΡΑΠΑΝΙ (Σικελία), 1. — Ὁμὰς ἐφίππων ληστῶν ἀπήγαγε βόας καὶ πρόβατα ἀπὸ ἀγροτικὴν περιοχήν. Ἀκολούθησε μάχη μὲ τοὺς καραμπινιέρους, οἱ ὁποῖοι ἔσπευσαν εἰς τὸν τόπον. Οἱ λησταὶ διέφυγον εἰς τὰ ὄρη ἐγκαταλείψαντες μέρος τῶν ζώων. Αἱ ἀρχαὶ ἐξαπέλυσαν εὐρυτάτας ἐρεύνας πρὸς σύλληψίν των.: [243, 148, 478, 211]
subhead-support: ΣΥΜΠΑΡΑΣΤΑΣΙΣ ΤΗΣ ΔΣΕΣ: [985, 656, 1128, 669]
lead-text-right: [978, 329, 1135, 1074]
article-body: Ἡ Νομαρχία Ἀττικῆς ἀνεκοίνωσεν ὅτι ἀπὸ τῆς προσεχοῦς ἑβδομάδος θὰ ἀρχίσῃ ἡ ἐφαρμογὴ τοῦ νέου προγράμματος ὑδρεύσεως. Ὁ Δῆμος Πειραιῶς προκηρύσσει διαγωνισμὸν διὰ τὴν κατασκευὴν νέων ὁδῶν. Τὸ Ὑπουργεῖον Γεωργίας ἀνακοινοῖ τὴν διάθεσιν λιπασμάτων εἰς τοὺς παραγωγούς. Εἰς τὴν Λάρισαν ἐγκαινιάσθη ἡ νέα αἴθουσα τοῦ Δημοτικοῦ Θεάτρου. Ἡ Ἐθνικὴ Τράπεζα ἀνακοινοῖ νέα μέτρα διὰ τὰς καταθέσεις ταμιευτηρίου.: [8, 1252, 231, 1345]
divider: [8, 1991, 231, 1993]
article-body: Ἐξελέγησαν τὰ μέλη τῆς νέας διοικήσεως.: [917, 1858, 1108, 1868]
photo-students: [1147, 1682, 1560, 1959]
headline-holidays-2: ΔΙΑΚΟΠΑΙ ΣΑΣ»: [316, 530, 406, 545]
headline-housing-2: ΚΑΤΑ ΤΑ ΠΟΡΙΣΜΑΤΑ ΤΗΣ ΔΙΕΝΕΡΓΗΘΕΙΣΗΣ ΕΡΕΥΝΗΣ: [1198, 1416, 1509, 1431]
lead-subhead-2: ἡ ὁποία θὰ κηρυχθῇ τὴν 18ην Ἰουνίου: [587, 244, 1038, 270]
headline-films: ΑΙ ΚΑΤΑΛΛΗΛΟΙ: [316, 1147, 406, 1162]
article-body: Ἀφικνεῖται σήμερον εἰς τὴν πόλιν μας.: [917, 1787, 1092, 1798]
headline-convicted-3: ΚΑΤ' ΕΦΟΡΙΑΚΩΝ: [975, 1160, 1077, 1174]
article-body: ΑΘΗΝΑΙ, 1. — Τὰ νέα γραμμάτια τοῦ Ἐθνικοῦ Λαχείου θὰ κυκλοφορήσουν ἀπὸ τῆς προσεχοῦς ἑβδομάδος. Ὁ πρῶτος λαχνὸς ἀνέρχεται εἰς σημαντικὸν ποσόν.: [243, 1705, 478, 1746]
headline-holidays-3: ΑΛΛΑ ΤΟ ΓΡΑΦΕΙΟΝ: [302, 548, 419, 563]
right-headline: ΤΟ ΣΥΓΚΟΙΝΩΝΙΑΚΟΝ: [1177, 81, 1530, 160]
subhead-other-strikes: ΑΙ ΑΛΛΑΙ ΑΠΕΡΓΙΑΙ: [746, 728, 842, 741]
strike-sub-naousa: ΕΙΣ ΤΗΝ ΝΑΟΥΣΑΝ: [758, 1598, 856, 1611]
headline-films-3: ΤΑΙΝΙΑΙ: [339, 1182, 382, 1197]
headline-differences: ΑΙ 8 ΔΙΑΦΟΡΑΙ: [319, 1864, 402, 1879]
lead-text-left: [490, 329, 610, 1074]
headline-trapani: ΕΦΙΠΠΟΙ ΑΠΗΓΑΓΟΝ: [302, 77, 419, 92]
headline-olympia-2: ΤΟΥ «ΟΛΥΜΠΙΑ»: [314, 1319, 408, 1334]
headline-miller: ΘΑ ΒΡΑΔΥΝΗ Η ΕΚΔΟΣΙΣ: [289, 674, 432, 689]
lead-deck-2: ΤΗΣ ΔΙΕΘΝΟΥΣ ΕΡΓΑΤΙΚΗΣ ΣΥΝΟΜΟΣΠΟΝΔΙΑΣ: [623, 296, 1002, 316]
article-body: Συνεχίζονται αἱ προετοιμασίαι διὰ τὴν πανελλήνιον ἀπεργίαν τῶν ἐργατοϋπαλλήλων, ἡ ὁποία θὰ κηρυχθῇ τὴν 18ην Ἰουνίου. Εἰς ὅλας τὰς πόλεις πραγματοποιοῦνται συγκεντρώσεις. Αἱ ὀργανώσεις τῶν ἐργαζομένων ἐκδίδουν ἀνακοινώσεις ὑποστηρίζουσαι τὸν ἀγῶνα. Ἡ Διεθνὴς Συνομοσπονδία ἐξεδήλωσε τὴν συμπαράστασίν της. Συνεχίζονται αἱ προετοιμασίαι διὰ τὴν πανελλήνιον ἀπεργίαν τῶν ἐργατοϋπαλλήλων, ἡ ὁποία θὰ κηρυχθῇ τὴν 18ην Ἰουνίου. Εἰς ὅλας τὰς πόλεις πραγματοποιοῦνται συγκεντρώσεις. Αἱ ὀργανώσεις τῶν ἐργαζομένων ἐκδίδουν ἀνακοινώσεις ὑποστηρίζουσαι τὸν ἀγῶνα. Ἡ Διεθνὴς Συνομοσπονδία ἐξεδήλωσε τὴν συμπαράστασίν της. Συνεχίζονται αἱ προετοιμασίαι διὰ τὴν πανελλήνιον ἀπεργίαν.: [490, 328, 610, 627]
article-body: ΚΩΝΣΤΑΝΤΙΝΟΥΠΟΛΙΣ, 1. — Ἰσχυρὰ σεισμικὴ δόνησις ἐσημειώθη.: [243, 1607, 478, 1628]
divider: [243, 1450, 478, 1452]
headline-kakaras: 500.000 ΣΤΡΕΜΜΑΤΩΝ ΘΑ ΑΞΙΟΠΟΙΗΘΟΥΝ: [32, 801, 207, 833]
